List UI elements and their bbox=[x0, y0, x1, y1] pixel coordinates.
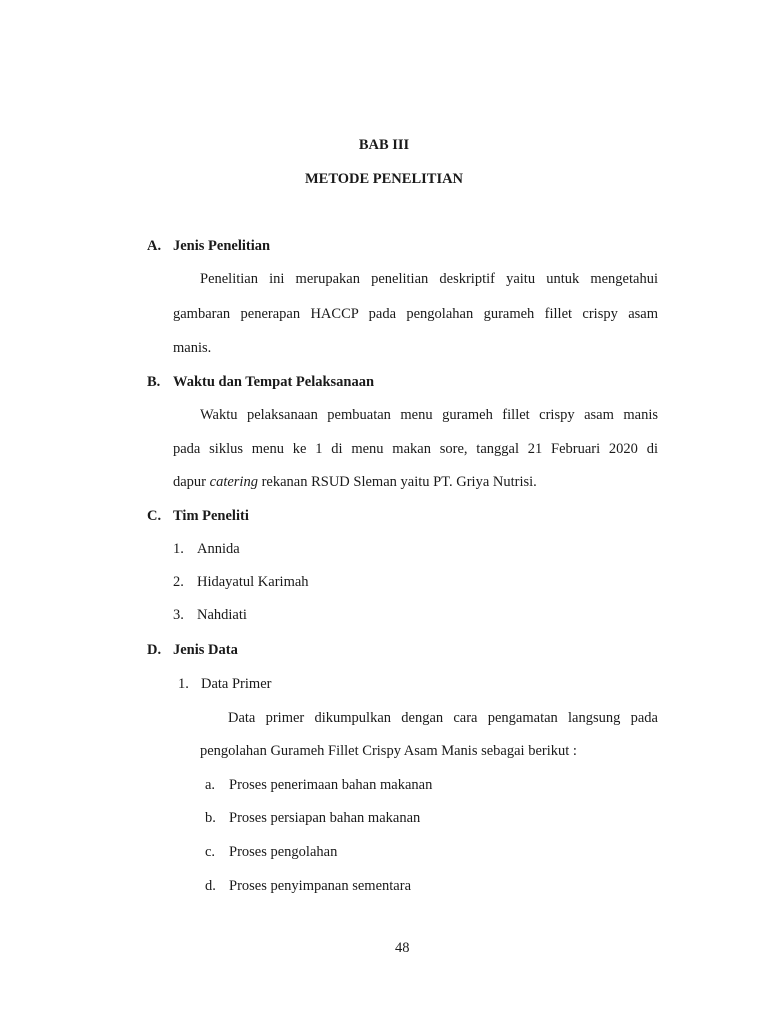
section-a-letter: A. bbox=[147, 238, 162, 254]
process-item-text: Proses penerimaan bahan makanan bbox=[229, 777, 433, 793]
section-a-line-2: gambaran penerapan HACCP pada pengolahan gurameh fillet crispy asam bbox=[173, 306, 658, 322]
subsection-number: 1. bbox=[178, 676, 189, 692]
catering-italic: catering bbox=[209, 474, 258, 490]
section-c-heading: Tim Peneliti bbox=[173, 508, 249, 524]
section-c-letter: C. bbox=[147, 508, 162, 524]
member-number: 1. bbox=[173, 541, 184, 557]
process-item-letter: b. bbox=[205, 810, 216, 826]
section-a-heading: Jenis Penelitian bbox=[173, 238, 271, 254]
member-number: 2. bbox=[173, 574, 184, 590]
section-b-line-3 bbox=[173, 474, 537, 491]
section-b-line-2: pada siklus menu ke 1 di menu makan sore, tanggal 21 Februari 2020 di bbox=[173, 441, 658, 457]
section-b-line-1: Waktu pelaksanaan pembuatan menu gurameh fillet crispy asam manis bbox=[200, 407, 658, 423]
data-primer-line-2: pengolahan Gurameh Fillet Crispy Asam Manis sebagai berikut : bbox=[200, 743, 577, 759]
member-name: Hidayatul Karimah bbox=[197, 574, 309, 590]
member-name: Annida bbox=[197, 541, 240, 557]
member-number: 3. bbox=[173, 607, 184, 623]
section-a-line-3: manis. bbox=[173, 340, 212, 356]
subsection-title: Data Primer bbox=[201, 676, 272, 692]
chapter-number: BAB III bbox=[358, 137, 410, 153]
member-name: Nahdiati bbox=[197, 607, 247, 623]
section-b-heading: Waktu dan Tempat Pelaksanaan bbox=[173, 374, 375, 390]
section-b-letter: B. bbox=[147, 374, 161, 390]
process-item-text: Proses pengolahan bbox=[229, 844, 338, 860]
process-item-letter: a. bbox=[205, 777, 216, 793]
section-d-heading: Jenis Data bbox=[173, 642, 238, 658]
section-b-line-3-post: rekanan RSUD Sleman yaitu PT. Griya Nutrisi. bbox=[257, 474, 537, 490]
page-number: 48 bbox=[395, 940, 410, 956]
data-primer-line-1: Data primer dikumpulkan dengan cara pengamatan langsung pada bbox=[228, 710, 658, 726]
process-item-letter: c. bbox=[205, 844, 216, 860]
section-a-line-1: Penelitian ini merupakan penelitian deskriptif yaitu untuk mengetahui bbox=[200, 271, 658, 287]
section-d-letter: D. bbox=[147, 642, 162, 658]
process-item-letter: d. bbox=[205, 878, 216, 894]
process-item-text: Proses persiapan bahan makanan bbox=[229, 810, 421, 826]
process-item-text: Proses penyimpanan sementara bbox=[229, 878, 412, 894]
chapter-title: METODE PENELITIAN bbox=[304, 171, 464, 187]
section-b-line-3-pre: dapur bbox=[173, 474, 210, 490]
